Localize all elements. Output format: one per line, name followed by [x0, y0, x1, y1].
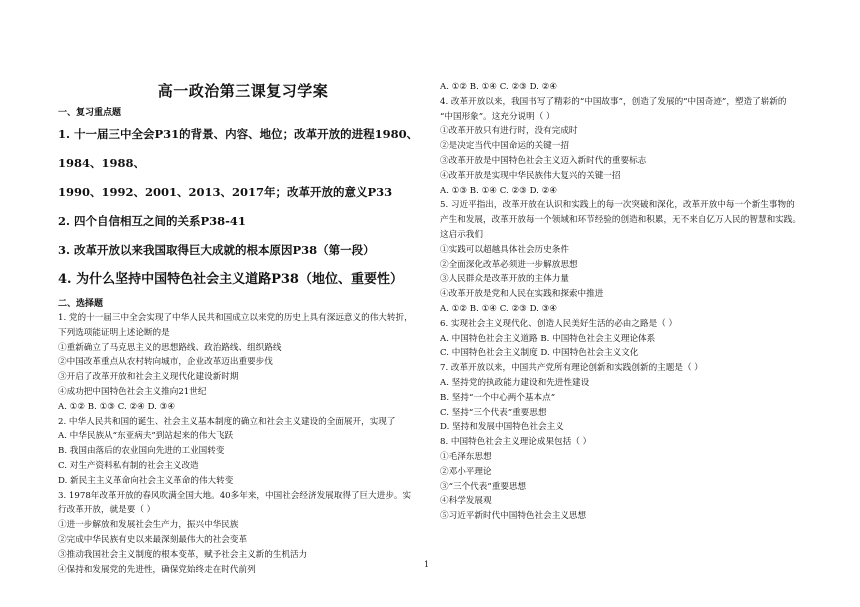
- text-line: A. 坚持党的执政能力建设和先进性建设: [440, 377, 590, 388]
- right-question-list: [440, 80, 810, 524]
- text-line: “中国形象”。这充分说明（ ）: [440, 111, 555, 122]
- text-line: B. 坚持“一个中心两个基本点”: [440, 392, 556, 403]
- left-column: [58, 72, 428, 577]
- text-line: ③“三个代表”重要思想: [440, 481, 527, 492]
- key-point-4: 4. 为什么坚持中国特色社会主义道路P38（地位、重要性）: [58, 272, 403, 287]
- text-line: ④改革开放是实现中华民族伟大复兴的关键一招: [440, 170, 621, 181]
- text-line: C. 中国特色社会主义制度 D. 中国特色社会主义文化: [440, 348, 639, 359]
- text-line: 产生和发展，改革开放每一个领域和环节经验的创造和积累，无不来自亿万人民的智慧和实践。: [440, 215, 801, 226]
- text-line: ③改革开放是中国特色社会主义迈入新时代的重要标志: [440, 155, 647, 166]
- text-line: ④科学发展观: [440, 496, 492, 507]
- text-line: ②全面深化改革必须进一步解放思想: [440, 259, 578, 270]
- text-line: 这启示我们: [440, 229, 483, 240]
- section-heading-key-points: 一、复习重点题: [58, 108, 122, 118]
- page-number: 1: [424, 560, 430, 569]
- text-line: ③开启了改革开放和社会主义现代化建设新时期: [58, 372, 239, 383]
- text-line: C. 对生产资料私有制的社会主义改造: [58, 460, 199, 471]
- text-line: A. 中国特色社会主义道路 B. 中国特色社会主义理论体系: [440, 333, 656, 344]
- text-line: ①改革开放只有进行时，没有完成时: [440, 126, 578, 137]
- text-line: ①重新确立了马克思主义的思想路线、政治路线、组织路线: [58, 342, 282, 353]
- text-line: 下列选项能证明上述论断的是: [58, 327, 170, 338]
- text-line: ④成功把中国特色社会主义推向21世纪: [58, 386, 207, 397]
- left-question-list: [58, 311, 428, 577]
- text-line: B. 我国由落后的农业国向先进的工业国转变: [58, 446, 225, 457]
- key-point-2: 2. 四个自信相互之间的关系P38-41: [58, 214, 246, 228]
- key-point-1b: 1990、1992、2001、2013、2017年；改革开放的意义P33: [58, 185, 393, 199]
- text-line: ④改革开放是党和人民在实践和探索中推进: [440, 289, 604, 300]
- section-heading-choice: 二、选择题: [58, 299, 104, 309]
- text-line: A. ①② B. ①④ C. ②③ D. ②④: [440, 82, 558, 92]
- text-line: 7. 改革开放以来，中国共产党所有理论创新和实践创新的主题是（ ）: [440, 363, 703, 374]
- text-line: C. 坚持“三个代表”重要思想: [440, 407, 547, 418]
- key-point-3: 3. 改革开放以来我国取得巨大成就的根本原因P38（第一段）: [58, 243, 375, 257]
- text-line: ②是决定当代中国命运的关键一招: [440, 141, 569, 152]
- text-line: 4. 改革开放以来，我国书写了精彩的“中国故事”，创造了发展的“中国奇迹”，塑造了崭新的: [440, 96, 787, 107]
- text-line: ①毛泽东思想: [440, 451, 492, 462]
- text-line: D. 坚持和发展中国特色社会主义: [440, 422, 564, 433]
- text-line: ①实践可以超越具体社会历史条件: [440, 244, 569, 255]
- text-line: 3. 1978年改革开放的春风吹满全国大地。40多年来，中国社会经济发展取得了巨大进步。实: [58, 490, 412, 501]
- text-line: A. ①③ B. ①④ C. ②③ D. ②④: [440, 185, 558, 196]
- text-line: 8. 中国特色社会主义理论成果包括（ ）: [440, 437, 592, 448]
- text-line: ⑤习近平新时代中国特色社会主义思想: [440, 511, 587, 522]
- text-line: 2. 中华人民共和国的诞生、社会主义基本制度的确立和社会主义建设的全面展开，实现了: [58, 416, 396, 427]
- text-line: ③人民群众是改革开放的主体力量: [440, 274, 569, 285]
- text-line: ②完成中华民族有史以来最深刻最伟大的社会变革: [58, 534, 248, 545]
- text-line: ④保持和发展党的先进性，确保党始终走在时代前列: [58, 564, 256, 575]
- key-point-1a: 1. 十一届三中全会P31的背景、内容、地位；改革开放的进程1980、1984、1988、: [58, 127, 419, 170]
- text-line: A. 中华民族从“东亚病夫”到站起来的伟大飞跃: [58, 431, 234, 442]
- text-line: 6. 实现社会主义现代化、创造人民美好生活的必由之路是（ ）: [440, 318, 678, 329]
- text-line: D. 新民主主义革命向社会主义革命的伟大转变: [58, 475, 234, 486]
- text-line: A. ①② B. ①④ C. ②③ D. ③④: [440, 303, 558, 314]
- right-column: [440, 80, 810, 524]
- text-line: ①进一步解放和发展社会生产力，振兴中华民族: [58, 520, 239, 531]
- text-line: A. ①② B. ①③ C. ②④ D. ③④: [58, 401, 176, 412]
- text-line: ②中国改革重点从农村转向城市，企业改革迈出重要步伐: [58, 357, 273, 368]
- text-line: 1. 党的十一届三中全会实现了中华人民共和国成立以来党的历史上具有深远意义的伟大转折，: [58, 313, 413, 323]
- text-line: ②邓小平理论: [440, 466, 492, 477]
- document-title: 高一政治第三课复习学案: [157, 82, 329, 100]
- text-line: ③推动我国社会主义制度的根本变革，赋予社会主义新的生机活力: [58, 549, 308, 560]
- text-line: 行改革开放，就是要（ ）: [58, 505, 156, 516]
- text-line: 5. 习近平指出，改革开放在认识和实践上的每一次突破和深化，改革开放中每一个新生事物的: [440, 200, 795, 211]
